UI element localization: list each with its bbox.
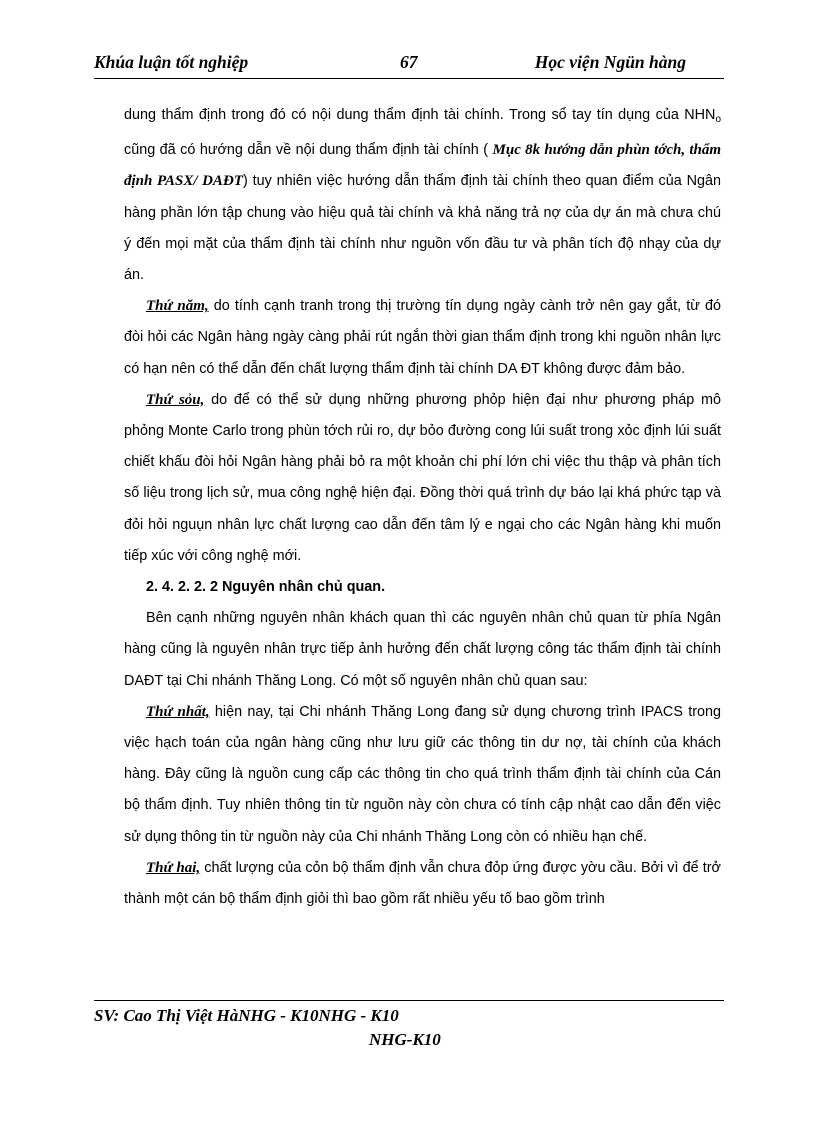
text-thu-nhat: hiện nay, tại Chi nhánh Thăng Long đang sử dụng chương trình IPACS trong việc hạch toán của ngân hàng cũng như lưu giữ các thông tin dư nợ, tài chính của khách hàng. Đây cũng là nguồn cung cấp các thông tin cho quá trình thẩm định tài chính của Cán bộ thẩm định. Tuy nhiên thông tin từ nguồn này còn chưa có tính cập nhật cao dẫn đến việc sử dụng thông tin từ nguồn này của Chi nhánh Thăng Long còn có nhiều hạn chế. bbox=[124, 703, 721, 845]
header-thesis-title: Khúa luận tốt nghiệp bbox=[94, 52, 249, 72]
section-heading: 2. 4. 2. 2. 2 Nguyên nhân chủ quan. bbox=[146, 579, 386, 596]
p1-text-a: dung thẩm định trong đó có nội dung thẩm định tài chính. Trong sổ tay tín dụng của NHN bbox=[124, 107, 716, 123]
page-number: 67 bbox=[400, 52, 418, 72]
lead-thu-sau: Thứ sỏu, bbox=[146, 391, 205, 408]
lead-thu-hai: Thứ hai, bbox=[146, 859, 201, 876]
paragraph-thu-nam bbox=[124, 291, 721, 385]
p1-subscript: o bbox=[715, 114, 721, 125]
p1-text-c: ) tuy nhiên việc hướng dẫn thẩm định tài chính theo quan điểm của Ngân hàng phần lớn tập chung vào hiệu quả tài chính và khả năng trả nợ của dự án mà chưa chú ý đến mọi mặt của thẩm định tài chính như nguồn vốn đầu tư và phân tích độ nhạy của dự án. bbox=[124, 173, 721, 284]
lead-thu-nhat: Thứ nhất, bbox=[146, 703, 210, 720]
paragraph-1 bbox=[124, 100, 721, 291]
footer-divider bbox=[94, 1000, 724, 1001]
text-thu-sau: do để có thể sử dụng những phương phỏp hiện đại như phương pháp mô phỏng Monte Carlo trong phùn tớch rủi ro, dự bỏo đường cong lúi suất trong xỏc định lúi suất chiết khấu đòi hỏi Ngân hàng phải bỏ ra một khoản chi phí lớn chi việc thu thập và phân tích số liệu trong lịch sử, mua công nghệ hiện đại. Đồng thời quá trình dự báo lại khá phức tạp và đỏi hỏi nguụn nhân lực chất lượng cao dẫn đến tâm lý e ngại cho các Ngân hàng khi muốn tiếp xúc với công nghệ mới. bbox=[124, 391, 722, 564]
lead-thu-nam: Thứ năm, bbox=[146, 298, 209, 315]
page-header bbox=[94, 50, 724, 79]
p1-text-b: cũng đã có hướng dẫn về nội dung thẩm định tài chính ( bbox=[124, 142, 493, 159]
paragraph-intro-subjective: Bên cạnh những nguyên nhân khách quan thì các nguyên nhân chủ quan từ phía Ngân hàng cũng là nguyên nhân trực tiếp ảnh hưởng đến chất lượng công tác thẩm định tài chính DAĐT tại Chi nhánh Thăng Long. Có một số nguyên nhân chủ quan sau: bbox=[124, 610, 721, 689]
paragraph-thu-hai bbox=[124, 853, 721, 915]
footer-student-line: SV: Cao Thị Việt HàNHG - K10NHG - K10 bbox=[94, 1006, 399, 1025]
text-thu-nam: do tính cạnh tranh trong thị trường tín dụng ngày cành trở nên gay gắt, từ đó đòi hỏi các Ngân hàng ngày càng phải rút ngắn thời gian thẩm định trong khi nguồn nhân lực có hạn nên có thể dẫn đến chất lượng thẩm định tài chính DA ĐT không được đảm bảo. bbox=[124, 298, 721, 377]
text-thu-hai: chất lượng của cỏn bộ thẩm định vẫn chưa đỏp ứng được yờu cầu. Bởi vì để trở thành một cán bộ thẩm định giỏi thì bao gồm rất nhiều yếu tố bao gồm trình bbox=[124, 859, 721, 908]
paragraph-thu-sau bbox=[124, 385, 721, 572]
p1-emphasis: Mục 8k hướng dẫn phùn tớch, thẩm định PASX/ DAĐT bbox=[124, 142, 721, 190]
paragraph-thu-nhat bbox=[124, 697, 721, 853]
document-body bbox=[124, 100, 721, 915]
header-institution: Học viện Ngün hàng bbox=[534, 52, 686, 72]
footer-class-line: NHG-K10 bbox=[369, 1030, 441, 1049]
